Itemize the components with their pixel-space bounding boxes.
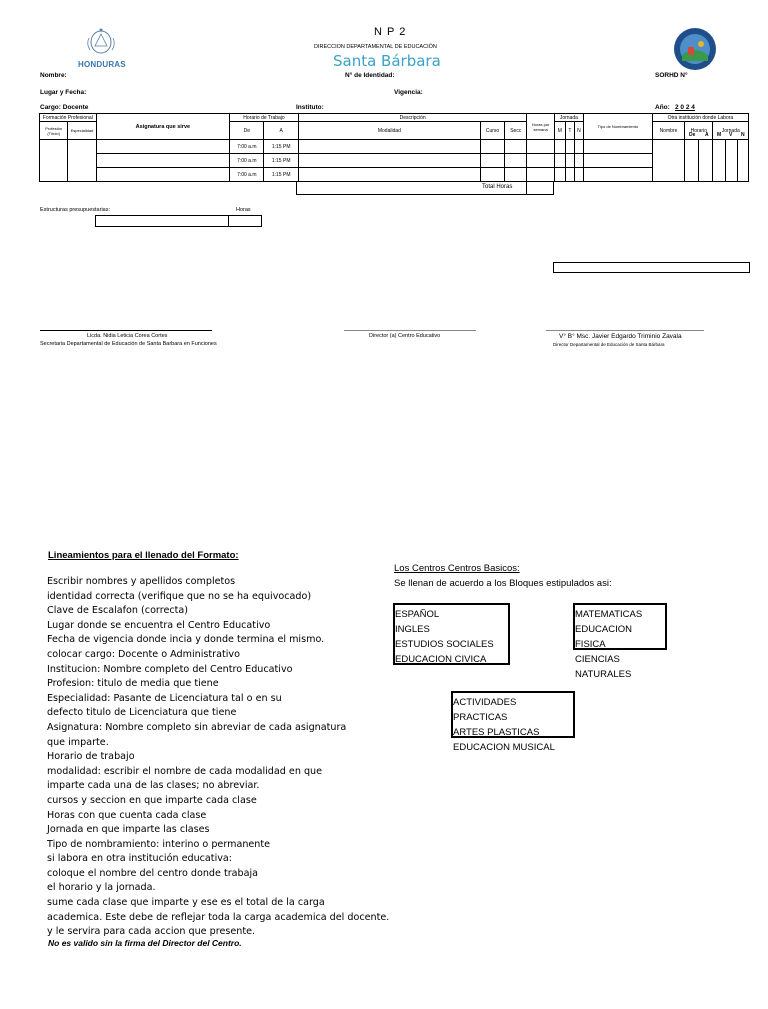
inst-m-cell[interactable] [713,140,725,182]
secc-header: Secc [505,122,527,140]
inst-v-cell[interactable] [725,140,737,182]
estructuras-field[interactable] [95,215,229,227]
asignatura-cell[interactable] [96,154,229,168]
bloque-3 [451,691,575,753]
signature-1-name: Licda. Nidia Leticia Corea Cortes [87,333,168,339]
signature-3-title: Director Departamental de Educación de Santa Bárbara [553,342,665,347]
de-cell[interactable]: 7:00 a.m [230,168,264,182]
instituto-label: Instituto: [296,104,324,111]
inst-v-label: V [729,132,733,138]
signature-line-3 [546,330,704,331]
asignatura-cell[interactable] [96,168,229,182]
inst-n-label: N [741,132,745,138]
profesion-header: Profesión (Título) [40,122,68,140]
lineamiento-item: si labora en otra institución educativa: [47,853,233,865]
anio-value: 2 0 2 4 [675,104,695,111]
lineamiento-item: defecto titulo de Licenciatura que tiene [47,707,237,719]
t-cell[interactable] [565,140,574,154]
a-cell[interactable]: 1:15 PM [264,168,298,182]
table-row [40,140,749,154]
signature-line-2 [344,330,476,331]
lineamiento-item: Institucion: Nombre completo del Centro Educativo [47,663,293,675]
logo-text: HONDURAS [78,60,126,69]
lineamiento-item: colocar cargo: Docente o Administrativo [47,648,240,660]
lineamiento-item: sume cada clase que imparte y ese es el total de la carga [47,897,325,909]
nombre-label: Nombre: [40,72,67,79]
m-cell[interactable] [554,140,565,154]
vigencia-label: Vigencia: [394,89,423,96]
modalidad-cell[interactable] [298,140,480,154]
inst-m-label: M [717,132,722,138]
lineamientos-list [47,575,389,940]
asignatura-header: Asignatura que sirve [96,114,229,140]
especialidad-header: Especialidad [68,122,96,140]
centros-subtitle: Se llenan de acuerdo a los Bloques estipulados asi: [394,578,612,589]
m-cell[interactable] [554,154,565,168]
assignment-table [39,113,749,182]
de-cell[interactable]: 7:00 a.m [230,154,264,168]
cargo-label: Cargo: Docente [40,104,89,111]
lineamiento-item: Escribir nombres y apellidos completos [47,576,236,587]
secc-cell[interactable] [505,140,527,154]
n-cell[interactable] [574,140,583,154]
total-horas-label: Total Horas [482,184,513,190]
lugar-fecha-label: Lugar y Fecha: [40,89,87,96]
bloque-item: ESTUDIOS SOCIALES [395,639,494,650]
lineamiento-item: Profesion: titulo de media que tiene [47,678,219,690]
inst-n-cell[interactable] [737,140,748,182]
signature-3-name: V° B° Msc. Javier Edgardo Triminio Zavala [559,333,682,340]
tipo-cell[interactable] [584,168,653,182]
horas-cell[interactable] [527,154,554,168]
curso-cell[interactable] [480,168,504,182]
lineamiento-item: Tipo de nombramiento: interino o permanente [47,838,271,850]
m-header: M [554,122,565,140]
t-cell[interactable] [565,168,574,182]
bloque-item: ARTES PLASTICAS [453,727,540,738]
inst-de-cell[interactable] [685,140,699,182]
t-cell[interactable] [565,154,574,168]
observaciones-box[interactable] [553,262,750,273]
departmental-seal [673,27,717,71]
inst-a-cell[interactable] [699,140,713,182]
horas-semana-header: Horas por semana [527,114,554,140]
form-code: N P 2 [374,26,407,38]
horas-label: Horas [236,207,251,213]
inst-horario-header: Horario [685,122,713,140]
lineamiento-item: Jornada en que imparte las clases [47,824,210,836]
tipo-cell[interactable] [584,140,653,154]
a-cell[interactable]: 1:15 PM [264,154,298,168]
horas-field[interactable] [228,215,262,227]
modalidad-cell[interactable] [298,154,480,168]
seal-icon [673,27,717,71]
lineamiento-item: modalidad: escribir el nombre de cada modalidad en que [47,765,323,777]
lineamiento-item: identidad correcta (verifique que no se ha equivocado) [47,590,312,602]
bloque-item: CIENCIAS NATURALES [575,654,632,680]
profesion-cell[interactable] [40,140,68,182]
lineamiento-item: coloque el nombre del centro donde trabaja [47,867,259,879]
centros-title: Los Centros Centros Basicos: [394,563,520,574]
tipo-cell[interactable] [584,154,653,168]
otra-institucion-header: Otra institución donde Labora [652,114,748,122]
anio-label: Año: [655,104,670,111]
t-header: T [565,122,574,140]
identidad-label: N° de Identidad: [345,72,395,79]
jornada-header: Jornada [554,114,583,122]
signature-2-title: Director (a) Centro Educativo [369,333,441,339]
bloque-2 [573,603,667,680]
modalidad-header: Modalidad [298,122,480,140]
signature-1-title: Secretaria Departamental de Educación de Santa Barbara en Funciones [40,341,217,347]
lineamiento-item: y le servira para cada accion que presente. [47,926,256,938]
table-row [40,168,749,182]
a-header: A [264,122,298,140]
curso-cell[interactable] [480,154,504,168]
lineamiento-item: el horario y la jornada. [47,882,156,894]
total-horas-value[interactable] [526,181,554,195]
bloque-item: ACTIVIDADES PRACTICAS [453,697,517,723]
m-cell[interactable] [554,168,565,182]
signature-line-1 [40,330,212,331]
asignatura-cell[interactable] [96,140,229,154]
inst-jornada-header: Jornada [713,122,749,140]
inst-nombre-cell[interactable] [652,140,684,182]
lineamiento-item: imparte cada una de las clases; no abreviar. [47,780,260,792]
n-cell[interactable] [574,154,583,168]
lineamiento-item: academica. Este debe de reflejar toda la carga academica del docente. [47,911,390,923]
lineamiento-item: Horas con que cuenta cada clase [47,809,207,821]
lineamiento-item: Clave de Escalafon (correcta) [47,605,189,617]
modalidad-cell[interactable] [298,168,480,182]
lineamiento-item: Especialidad: Pasante de Licenciatura tal o en su [47,692,282,704]
sorhd-label: SORHD N° [655,72,688,79]
n-header: N [574,122,583,140]
secc-cell[interactable] [505,168,527,182]
bloque-item: EDUCACION CIVICA [395,654,487,665]
a-cell[interactable]: 1:15 PM [264,140,298,154]
inst-a-label: A [705,132,709,138]
inst-de-label: De [689,132,696,138]
lineamiento-item: cursos y seccion en que imparte cada clase [47,794,257,806]
lineamiento-item: Lugar donde se encuentra el Centro Educativo [47,619,271,631]
lineamiento-item: Horario de trabajo [47,751,135,763]
region-title: Santa Bárbara [333,52,441,70]
bloque-1 [393,603,510,665]
especialidad-cell[interactable] [68,140,96,182]
bloque-item: INGLES [395,624,430,635]
formacion-header: Formación Profesional [40,114,97,122]
horario-header: Horario de Trabajo [230,114,299,122]
de-cell[interactable]: 7:00 a.m [230,140,264,154]
bloque-item: EDUCACION FISICA [575,624,633,650]
bloque-item: ESPAÑOL [395,609,440,620]
tipo-nombramiento-header: Tipo de Nombramiento [584,114,653,140]
estructuras-label: Estructuras presupuestarias: [40,207,111,213]
lineamientos-title: Lineamientos para el llenado del Formato: [48,550,239,561]
table-row [40,154,749,168]
n-cell[interactable] [574,168,583,182]
secc-cell[interactable] [505,154,527,168]
descripcion-header: Descripción [298,114,527,122]
de-header: De [230,122,264,140]
lineamiento-item: Fecha de vigencia donde incia y donde termina el mismo. [47,634,325,646]
bloque-item: EDUCACION MUSICAL [453,742,555,753]
lineamiento-item: que imparte. [47,736,109,748]
curso-cell[interactable] [480,140,504,154]
direccion-title: DIRECCION DEPARTAMENTAL DE EDUCACIÓN [314,44,437,50]
horas-cell[interactable] [527,168,554,182]
curso-header: Curso [480,122,504,140]
horas-cell[interactable] [527,140,554,154]
bloque-item: MATEMATICAS [575,609,643,620]
inst-nombre-header: Nombre [652,122,684,140]
lineamiento-item: Asignatura: Nombre completo sin abreviar de cada asignatura [47,721,347,733]
lineamientos-note: No es valido sin la firma del Director del Centro. [48,938,242,948]
